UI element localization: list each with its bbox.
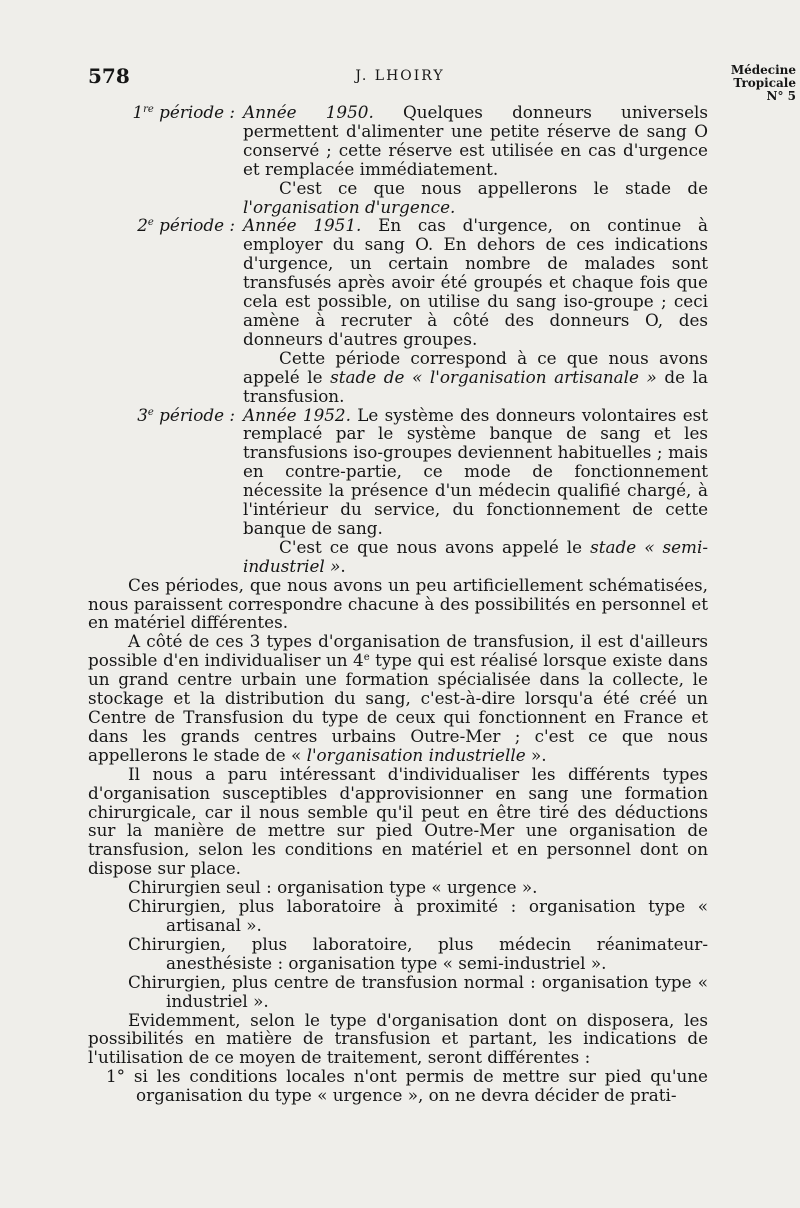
period-note: C'est ce que nous appellerons le stade de l'organisation d'urgence. bbox=[243, 177, 708, 217]
period-text bbox=[243, 406, 708, 576]
period-label: 3e période : bbox=[137, 404, 235, 425]
period-paragraph: Année 1952. Le système des donneurs volontaires est remplacé par le système banque de sang et les transfusions iso-groupes deviennent habituelles ; mais en contre-partie, ce mode de fonctionnement nécessite la présence d'un médecin qualifié chargé, à l'intérieur du service, du fonctionnement de cette banque de sang. bbox=[243, 404, 708, 538]
journal-title: Médecine Tropicale bbox=[730, 63, 796, 90]
page-number: 578 bbox=[88, 64, 130, 88]
period-note: Cette période correspond à ce que nous avons appelé le stade de « l'organisation artisanale » de la transfusion. bbox=[243, 347, 709, 406]
period-paragraph: Année 1951. En cas d'urgence, on continue à employer du sang O. En dehors de ces indications d'urgence, un certain nombre de malades sont transfusés après avoir été groupés et chaque fois que cela est possible, on utilise du sang iso-groupe ; ceci amène à recruter à côté des donneurs O, des donneurs d'autres groupes. bbox=[243, 215, 708, 349]
paragraph-fourth-type: A côté de ces 3 types d'organisation de transfusion, il est d'ailleurs possible d'en individualiser un 4e type qui est réalisé lorsque existe dans un grand centre urbain une formation spécialisée dans la collecte, le stockage et la distribution du sang, c'est-à-dire lorsqu'a été créé un Centre de Transfusion du type de ceux qui fonctionnent en France et dans les grands centres urbains Outre-Mer ; c'est ce que nous appellerons le stade de « l'organisation industrielle ». bbox=[88, 631, 708, 765]
period-text bbox=[243, 103, 708, 216]
paragraph-periods-summary: Ces périodes, que nous avons un peu artificiellement schématisées, nous paraissent correspondre chacune à des possibilités en personnel et en matériel différentes. bbox=[88, 574, 708, 633]
list-item: Chirurgien, plus centre de transfusion normal : organisation type « industriel ». bbox=[128, 971, 708, 1011]
period-text bbox=[243, 216, 708, 405]
period-label: 1re période : bbox=[132, 102, 235, 122]
period-2 bbox=[88, 216, 708, 405]
paragraph-evidemment: Evidemment, selon le type d'organisation dont on disposera, les possibilités en matière de transfusion et partant, les indications de l'utilisation de ce moyen de traitement, seront différentes : bbox=[88, 1009, 708, 1068]
period-paragraph: Année 1950. Quelques donneurs universels permettent d'alimenter une petite réserve de sang O conservé ; cette réserve est utilisée en cas d'urgence et remplacée immédiatement. bbox=[243, 102, 708, 179]
article-body bbox=[88, 103, 708, 1105]
journal-name bbox=[716, 64, 796, 103]
journal-issue: N° 5 bbox=[766, 89, 796, 103]
period-label: 2e période : bbox=[137, 215, 235, 236]
period-3 bbox=[88, 406, 708, 576]
period-note: C'est ce que nous avons appelé le stade « semi-industriel ». bbox=[243, 536, 708, 576]
period-1 bbox=[88, 103, 708, 216]
list-item: Chirurgien seul : organisation type « urgence ». bbox=[128, 877, 538, 898]
list-item: Chirurgien, plus laboratoire à proximité : organisation type « artisanal ». bbox=[128, 896, 708, 935]
paragraph-organisation-types: Il nous a paru intéressant d'individualiser les différents types d'organisation susceptibles d'approvisionner en sang une formation chirurgicale, car il nous semble qu'il peut en être tiré des déductions sur la manière de mettre sur pied Outre-Mer une organisation de transfusion, selon les conditions en matériel et en personnel dont on dispose sur place. bbox=[88, 763, 708, 879]
running-author: J. LHOIRY bbox=[355, 68, 445, 84]
list-item: Chirurgien, plus laboratoire, plus médecin réanimateur-anesthésiste : organisation type « semi-industriel ». bbox=[128, 933, 708, 973]
numbered-item-1: 1° si les conditions locales n'ont permis de mettre sur pied qu'une organisation du type « urgence », on ne devra décider de prati- bbox=[106, 1066, 708, 1106]
